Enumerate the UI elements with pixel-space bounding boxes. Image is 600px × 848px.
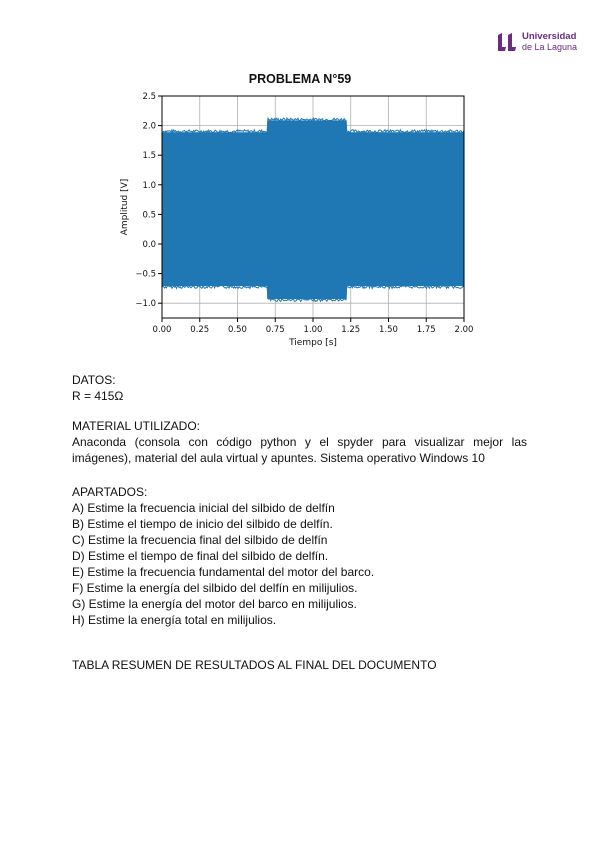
material-heading: MATERIAL UTILIZADO: bbox=[72, 419, 201, 433]
logo-line2: de La Laguna bbox=[522, 42, 578, 52]
x-tick-label: 2.00 bbox=[454, 325, 474, 335]
y-axis-label: Amplitud [V] bbox=[120, 178, 130, 236]
results-table-note bbox=[72, 657, 527, 673]
y-tick-label: 2.5 bbox=[142, 92, 156, 102]
apartado-item-f: F) Estime la energía del silbido del delfín en milijulios. bbox=[72, 581, 358, 595]
chart-title: PROBLEMA N°59 bbox=[248, 72, 352, 86]
signal-series bbox=[162, 121, 464, 299]
x-tick-label: 1.75 bbox=[416, 325, 436, 335]
university-logo-icon bbox=[496, 32, 518, 52]
material-section bbox=[72, 418, 527, 466]
x-axis-label: Tiempo [s] bbox=[289, 338, 337, 348]
datos-section bbox=[72, 372, 527, 404]
university-logo bbox=[496, 32, 577, 52]
signal-chart bbox=[110, 88, 480, 358]
y-tick-label: 2.0 bbox=[142, 121, 156, 132]
x-tick-label: 0.25 bbox=[190, 325, 210, 335]
results-table-note-text: TABLA RESUMEN DE RESULTADOS AL FINAL DEL DOCUMENTO bbox=[72, 658, 437, 672]
material-text: Anaconda (consola con código python y el spyder para visualizar mejor las imágenes), material del aula virtual y apuntes. Sistema operativo Windows 10 bbox=[72, 435, 527, 465]
x-tick-label: 1.50 bbox=[379, 325, 398, 335]
apartados-section bbox=[72, 484, 527, 628]
x-tick-label: 0.75 bbox=[265, 325, 285, 335]
x-tick-label: 1.25 bbox=[341, 325, 361, 335]
apartados-heading: APARTADOS: bbox=[72, 485, 148, 499]
apartado-item-c: C) Estime la frecuencia final del silbido de delfín bbox=[72, 533, 328, 547]
datos-resistance: R = 415Ω bbox=[72, 389, 124, 403]
apartado-item-a: A) Estime la frecuencia inicial del silbido de delfín bbox=[72, 501, 335, 515]
datos-heading: DATOS: bbox=[72, 373, 116, 387]
y-tick-label: −1.0 bbox=[135, 299, 156, 310]
logo-line1: Universidad bbox=[522, 31, 577, 42]
apartado-item-h: H) Estime la energía total en milijulios. bbox=[72, 613, 277, 627]
x-tick-label: 0.00 bbox=[152, 325, 172, 335]
y-tick-label: 0.5 bbox=[142, 210, 156, 221]
y-tick-label: 1.0 bbox=[142, 180, 156, 191]
apartado-item-e: E) Estime la frecuencia fundamental del motor del barco. bbox=[72, 565, 375, 579]
apartado-item-g: G) Estime la energía del motor del barco en milijulios. bbox=[72, 597, 357, 611]
x-tick-label: 0.50 bbox=[228, 325, 247, 335]
x-tick-label: 1.00 bbox=[303, 325, 323, 335]
apartado-item-b: B) Estime el tiempo de inicio del silbido de delfín. bbox=[72, 517, 333, 531]
apartado-item-d: D) Estime el tiempo de final del silbido de delfín. bbox=[72, 549, 329, 563]
y-tick-label: −0.5 bbox=[135, 269, 156, 280]
y-tick-label: 1.5 bbox=[142, 151, 156, 162]
y-tick-label: 0.0 bbox=[142, 240, 156, 250]
